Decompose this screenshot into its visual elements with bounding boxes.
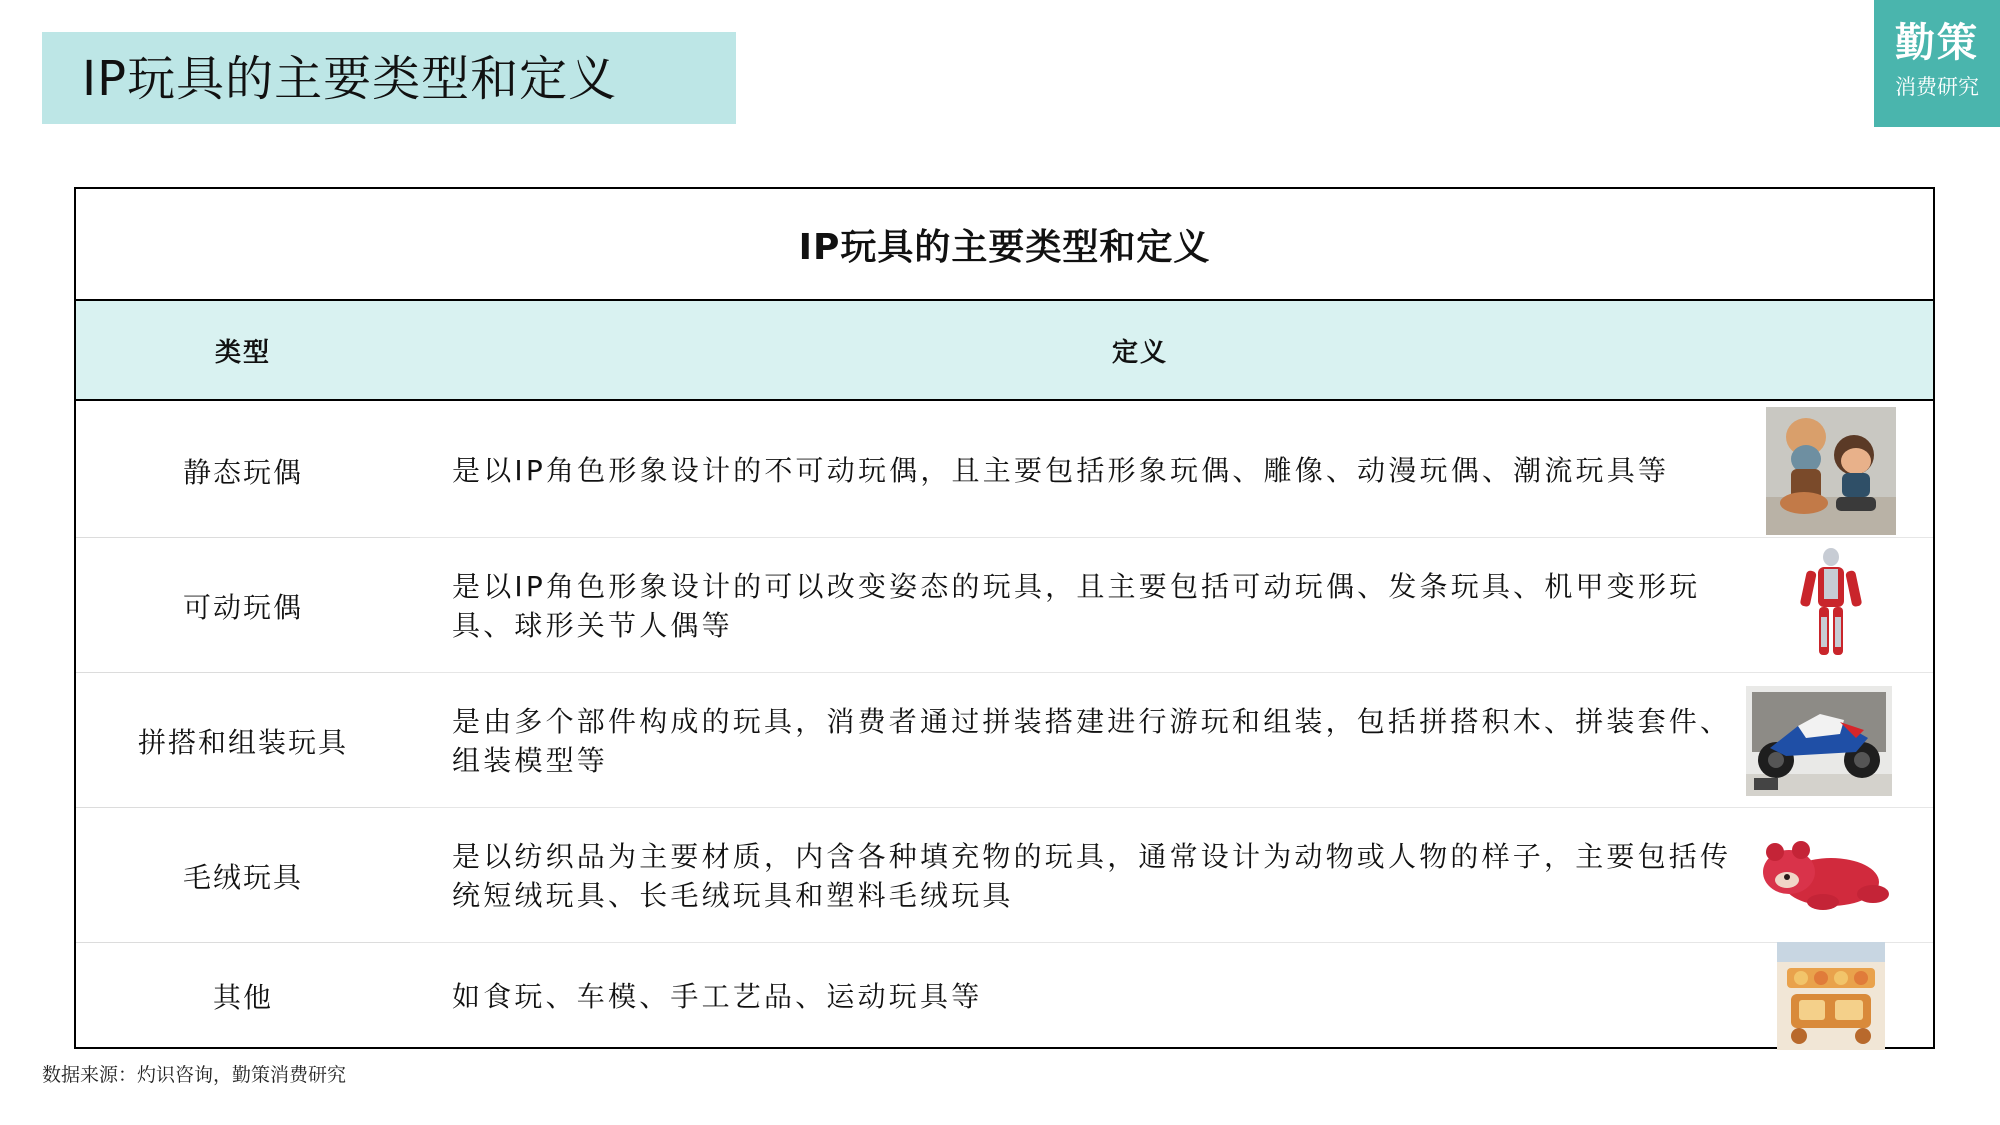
brand-logo: [1874, 0, 2000, 127]
brand-logo-sub: 消费研究: [1895, 75, 1979, 99]
row-type-label: 可动玩偶: [182, 590, 303, 624]
data-source-note: 数据来源：灼识咨询，勤策消费研究: [42, 1064, 347, 1086]
table-row: [76, 808, 1933, 943]
row-definition-text: 是以IP角色形象设计的可以改变姿态的玩具，且主要包括可动玩偶、发条玩具、机甲变形玩具、球形关节人偶等: [452, 569, 1701, 642]
motorcycle-model-image: [1744, 673, 1894, 808]
row-definition: [452, 943, 1752, 1049]
food-toy-image: [1756, 943, 1906, 1049]
row-definition: [452, 673, 1752, 808]
table-row: [76, 673, 1933, 808]
row-type-label: 静态玩偶: [182, 455, 303, 489]
page-title-bar: [42, 32, 736, 124]
column-header-type: 类型: [214, 337, 271, 368]
row-type-label: 毛绒玩具: [182, 860, 303, 894]
row-definition-text: 是由多个部件构成的玩具，消费者通过拼装搭建进行游玩和组装，包括拼搭积木、拼装套件、组装模型等: [452, 704, 1732, 777]
row-definition-text: 如食玩、车模、手工艺品、运动玩具等: [452, 979, 983, 1013]
action-figure-image: [1756, 538, 1906, 673]
definition-table: [74, 187, 1935, 1049]
table-row: [76, 538, 1933, 673]
row-definition: [452, 403, 1752, 538]
plush-bear-image: [1748, 808, 1898, 943]
row-type-label: 拼搭和组装玩具: [137, 725, 348, 759]
row-definition-text: 是以纺织品为主要材质，内含各种填充物的玩具，通常设计为动物或人物的样子，主要包括传统短绒玩具、长毛绒玩具和塑料毛绒玩具: [452, 839, 1732, 912]
table-row: [76, 403, 1933, 538]
column-header-definition: 定义: [1111, 337, 1168, 368]
page-title: IP玩具的主要类型和定义: [82, 51, 618, 107]
row-definition: [452, 808, 1752, 943]
row-definition: [452, 538, 1752, 673]
row-definition-text: 是以IP角色形象设计的不可动玩偶，且主要包括形象玩偶、雕像、动漫玩偶、潮流玩具等: [452, 454, 1670, 487]
table-row: [76, 943, 1933, 1049]
table-title: IP玩具的主要类型和定义: [76, 189, 1933, 301]
brand-logo-main: 勤策: [1895, 19, 1979, 66]
table-header-row: [76, 301, 1933, 401]
row-type-label: 其他: [212, 981, 273, 1014]
static-figurine-image: [1756, 403, 1906, 538]
